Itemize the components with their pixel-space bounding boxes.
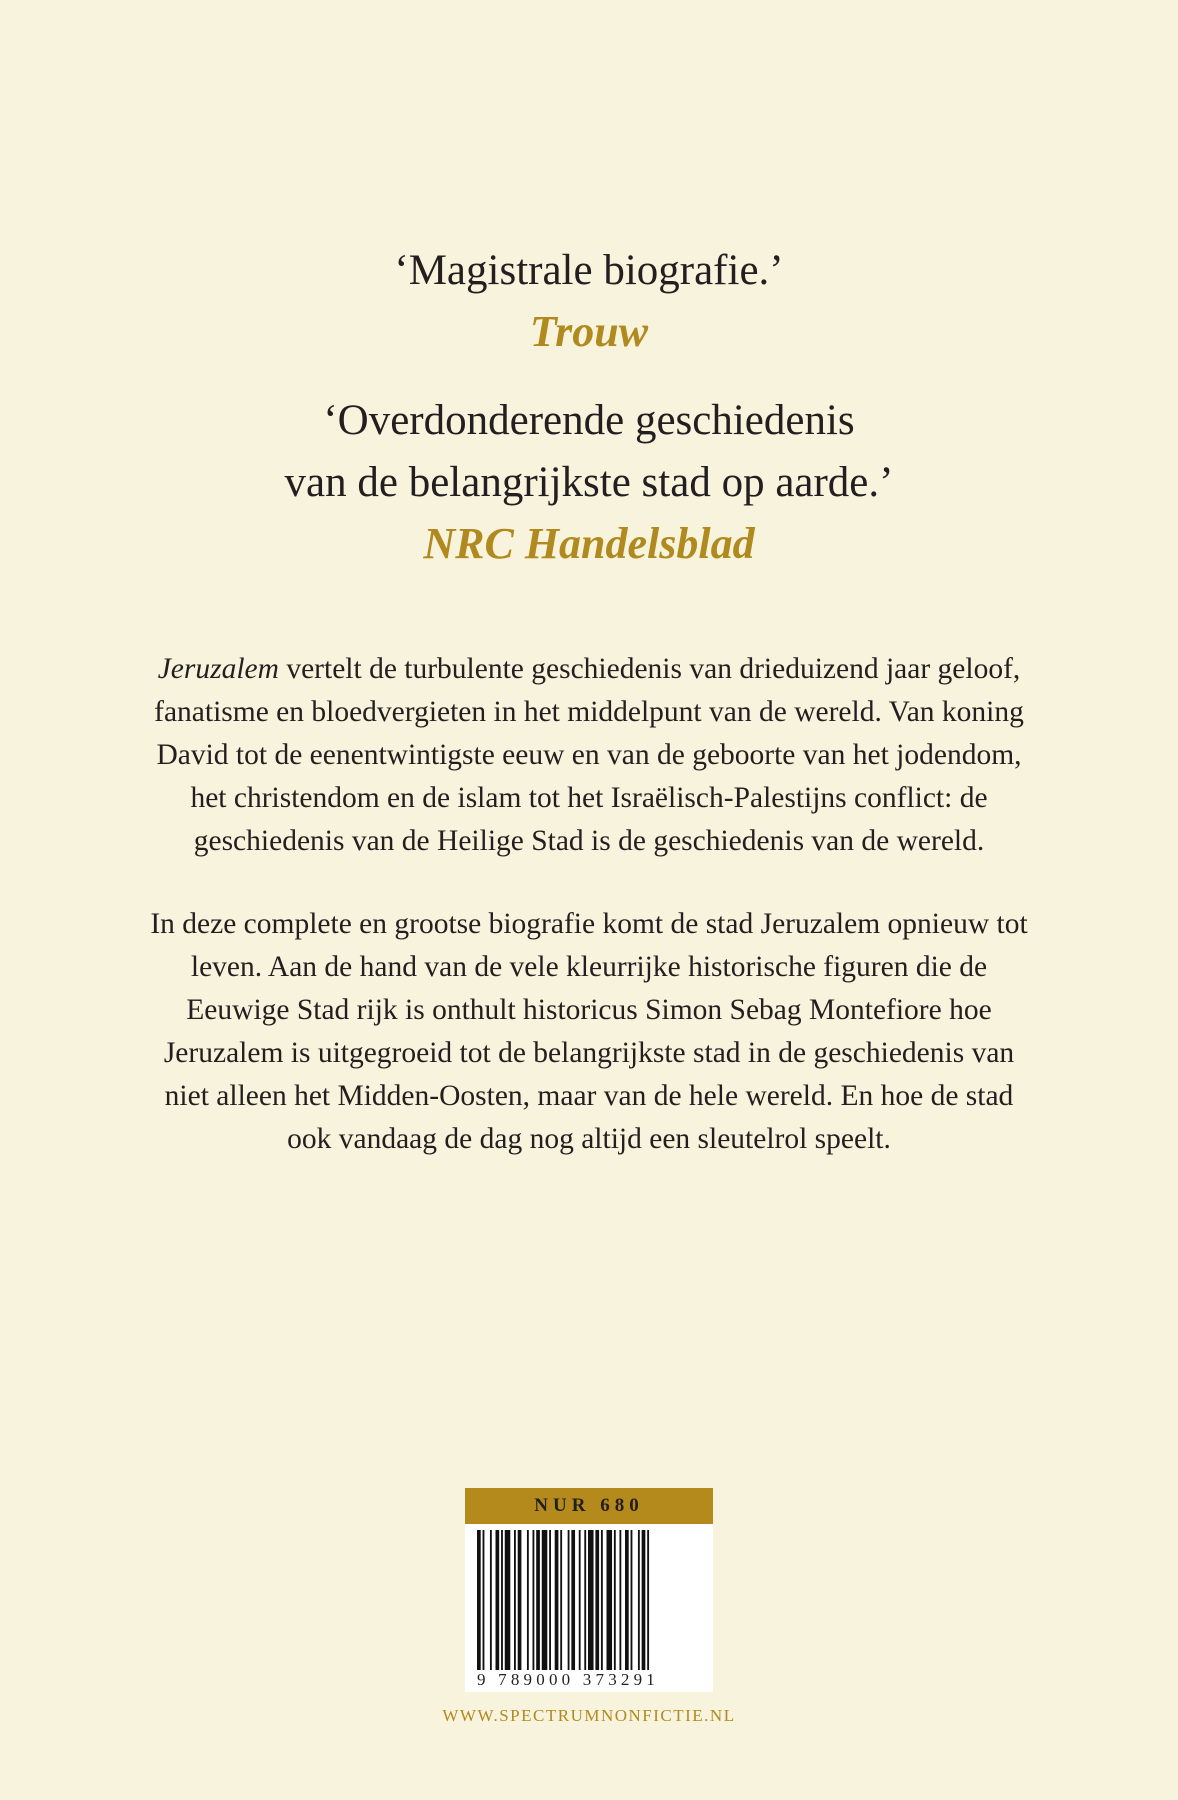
quote-block-trouw (0, 240, 1178, 362)
barcode-bar (501, 1530, 503, 1680)
barcode-bar (518, 1530, 522, 1680)
book-blurb (150, 648, 1028, 1161)
barcode-bar (638, 1530, 640, 1680)
barcode-bar (533, 1530, 535, 1680)
barcode-bar (560, 1530, 562, 1680)
publisher-url: WWW.SPECTRUMNONFICTIE.NL (442, 1706, 736, 1725)
barcode-bar (483, 1530, 485, 1680)
barcode-bar (536, 1530, 540, 1680)
book-title: Jeruzalem (157, 653, 279, 685)
barcode-bar (549, 1530, 551, 1680)
barcode-bar (625, 1530, 629, 1680)
barcode-bar (614, 1530, 616, 1680)
review-quotes (0, 240, 1178, 574)
blurb-paragraph (150, 648, 1028, 863)
blurb-text: vertelt de turbulente geschiedenis van drieduizend jaar geloof, fanatisme en bloedvergieten in het middelpunt van de wereld. Van koning David tot de eenentwintigste eeuw en van de geboorte van het jodendom, het christendom en de islam tot het Israëlisch-Palestijns conflict: de geschiedenis van de Heilige Stad is de geschiedenis van de wereld. (154, 653, 1024, 857)
barcode-stripes (477, 1530, 701, 1680)
barcode-bar (607, 1530, 613, 1680)
barcode-bar (642, 1530, 646, 1680)
barcode-bar (496, 1530, 500, 1680)
barcode-bar (588, 1530, 594, 1680)
barcode-bar (631, 1530, 633, 1680)
barcode-bar (619, 1530, 621, 1680)
barcode-bar (571, 1530, 575, 1680)
quote-text: ‘Magistrale biografie.’ (394, 247, 784, 294)
barcode-bar (595, 1530, 599, 1680)
barcode-bar (490, 1530, 492, 1680)
barcode-bar (579, 1530, 581, 1680)
barcode-bar (527, 1530, 529, 1680)
quote-source: Trouw (529, 307, 649, 356)
barcode-bar (555, 1530, 559, 1680)
isbn-barcode-block (465, 1488, 713, 1692)
quote-block-nrc (0, 390, 1178, 574)
barcode-bar (601, 1530, 603, 1680)
barcode-bar (568, 1530, 570, 1680)
blurb-paragraph: In deze complete en grootse biografie komt de stad Jeruzalem opnieuw tot leven. Aan de hand van de vele kleurrijke historische figuren die de Eeuwige Stad rijk is onthult historicus Simon Sebag Montefiore hoe Jeruzalem is uitgegroeid tot de belangrijkste stad in de geschiedenis van niet alleen het Midden-Oosten, maar van de hele wereld. En hoe de stad ook vandaag de dag nog altijd een sleutelrol speelt. (150, 908, 1028, 1155)
quote-text: ‘Overdonderende geschiedenis (323, 397, 855, 444)
isbn-number: 9 789000 373291 (477, 1670, 703, 1690)
barcode (465, 1524, 713, 1692)
barcode-bar (542, 1530, 548, 1680)
barcode-bar (514, 1530, 516, 1680)
barcode-bar (647, 1530, 649, 1680)
barcode-bar (477, 1530, 481, 1680)
quote-source: NRC Handelsblad (423, 519, 755, 568)
barcode-bar (584, 1530, 586, 1680)
nur-label: NUR 680 (465, 1488, 713, 1524)
quote-text: van de belangrijkste stad op aarde.’ (284, 459, 894, 506)
barcode-bar (505, 1530, 511, 1680)
